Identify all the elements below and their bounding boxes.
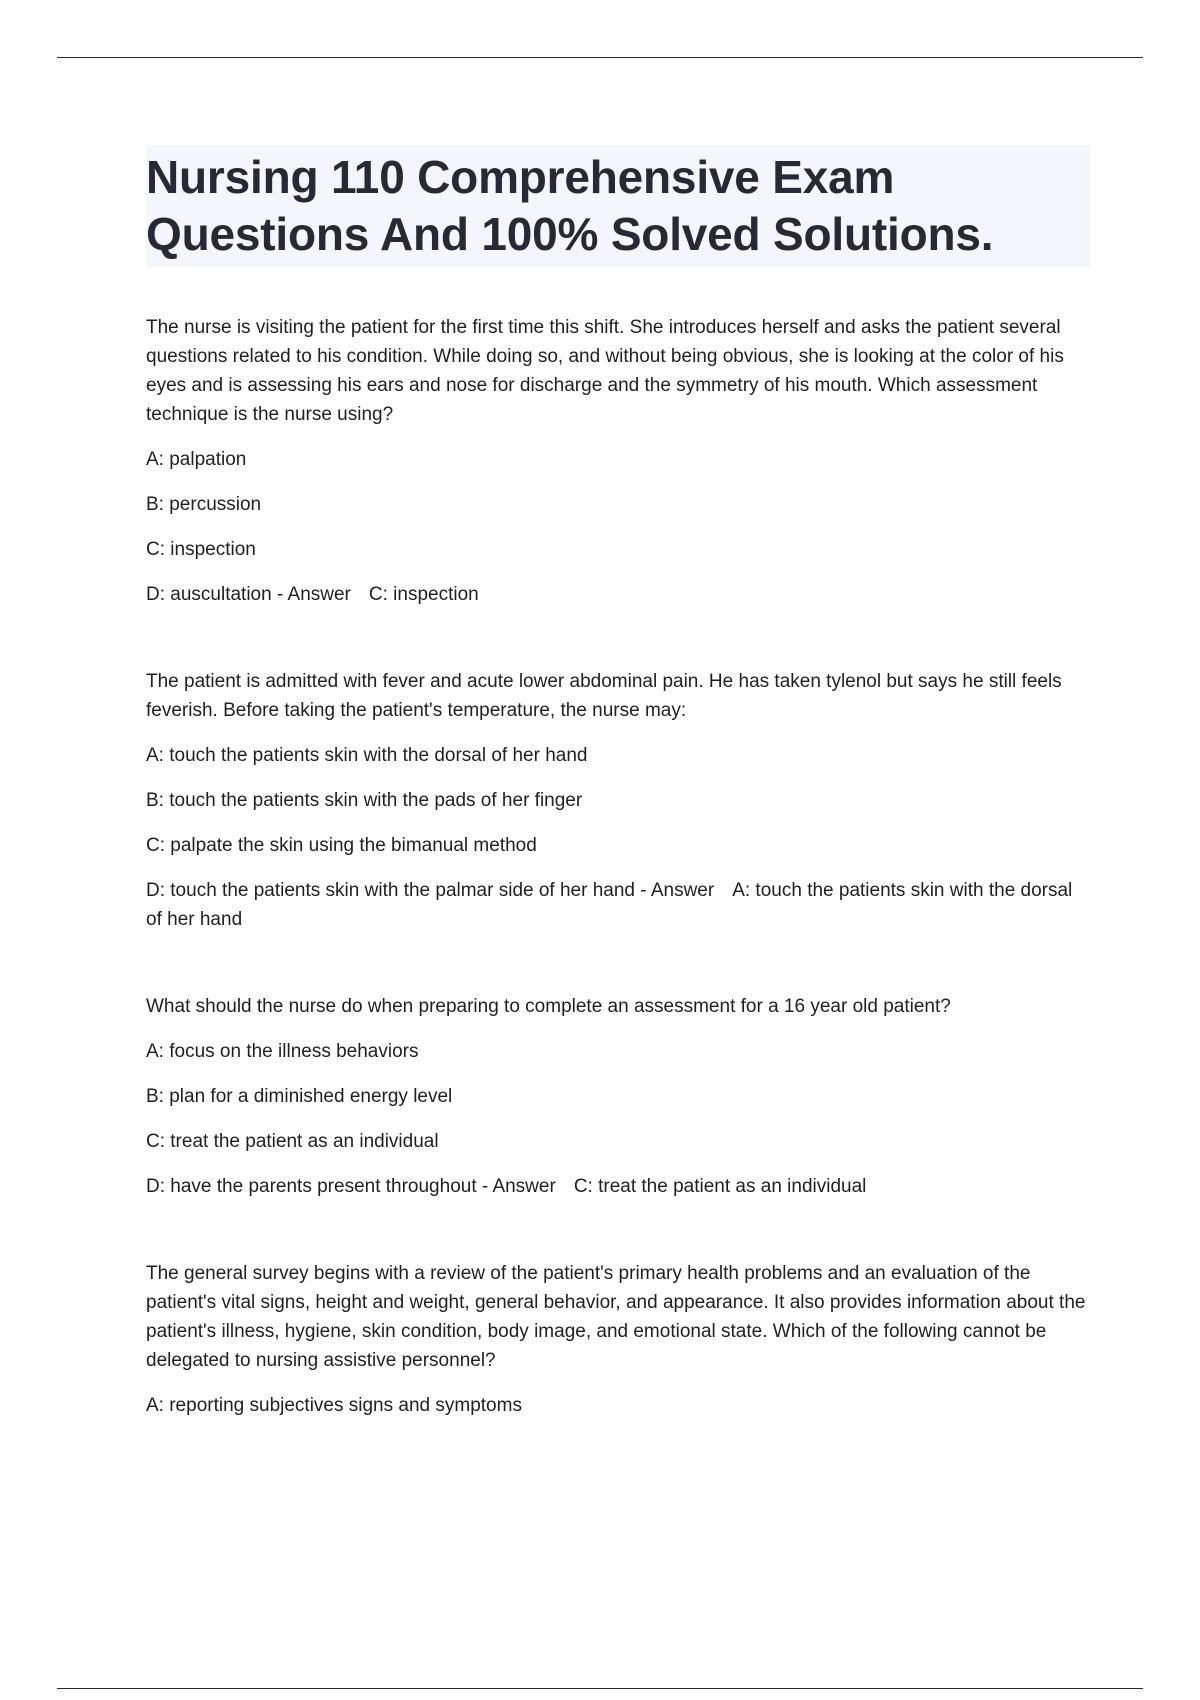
question-4	[146, 1259, 1090, 1420]
option-d: D: touch the patients skin with the palmar side of her hand - Answer	[146, 880, 715, 901]
option-b: B: percussion	[146, 494, 262, 515]
title-block	[146, 145, 1090, 267]
question-text: The nurse is visiting the patient for the first time this shift. She introduces herself and asks the patient several questions related to his condition. While doing so, and without being obvious, she is looking at the color of his eyes and is assessing his ears and nose for discharge and the symmetry of his mouth. Which assessment technique is the nurse using?	[146, 317, 1064, 425]
question-text: What should the nurse do when preparing to complete an assessment for a 16 year old patient?	[146, 996, 951, 1017]
bottom-divider	[57, 1688, 1143, 1689]
option-d-with-answer	[146, 1172, 1090, 1201]
option-a: A: touch the patients skin with the dorsal of her hand	[146, 745, 588, 766]
option-b: B: touch the patients skin with the pads of her finger	[146, 790, 583, 811]
top-divider	[57, 57, 1143, 58]
question-text: The general survey begins with a review of the patient's primary health problems and an evaluation of the patient's vital signs, height and weight, general behavior, and appearance. It also provides information about the patient's illness, hygiene, skin condition, body image, and emotional state. Which of the following cannot be delegated to nursing assistive personnel?	[146, 1263, 1086, 1371]
option-a: A: palpation	[146, 449, 247, 470]
question-text: The patient is admitted with fever and acute lower abdominal pain. He has taken tylenol but says he still feels feverish. Before taking the patient's temperature, the nurse may:	[146, 671, 1062, 721]
option-d-with-answer	[146, 580, 1090, 609]
option-d-with-answer	[146, 876, 1090, 934]
answer-text: C: inspection	[368, 584, 479, 605]
option-c: C: inspection	[146, 539, 256, 560]
answer-text: C: treat the patient as an individual	[573, 1176, 867, 1197]
option-a: A: reporting subjectives signs and symptoms	[146, 1395, 522, 1416]
option-a: A: focus on the illness behaviors	[146, 1041, 419, 1062]
question-1	[146, 313, 1090, 609]
option-d: D: have the parents present throughout - Answer	[146, 1176, 556, 1197]
question-3	[146, 992, 1090, 1201]
option-c: C: treat the patient as an individual	[146, 1131, 439, 1152]
option-b: B: plan for a diminished energy level	[146, 1086, 453, 1107]
document-title: Nursing 110 Comprehensive Exam Questions And 100% Solved Solutions.	[146, 151, 994, 260]
option-d: D: auscultation - Answer	[146, 584, 351, 605]
option-c: C: palpate the skin using the bimanual method	[146, 835, 537, 856]
answer-text: A: touch the patients skin with the dorsal of her hand	[146, 880, 1073, 930]
document-body	[146, 145, 1090, 1478]
question-2	[146, 667, 1090, 934]
